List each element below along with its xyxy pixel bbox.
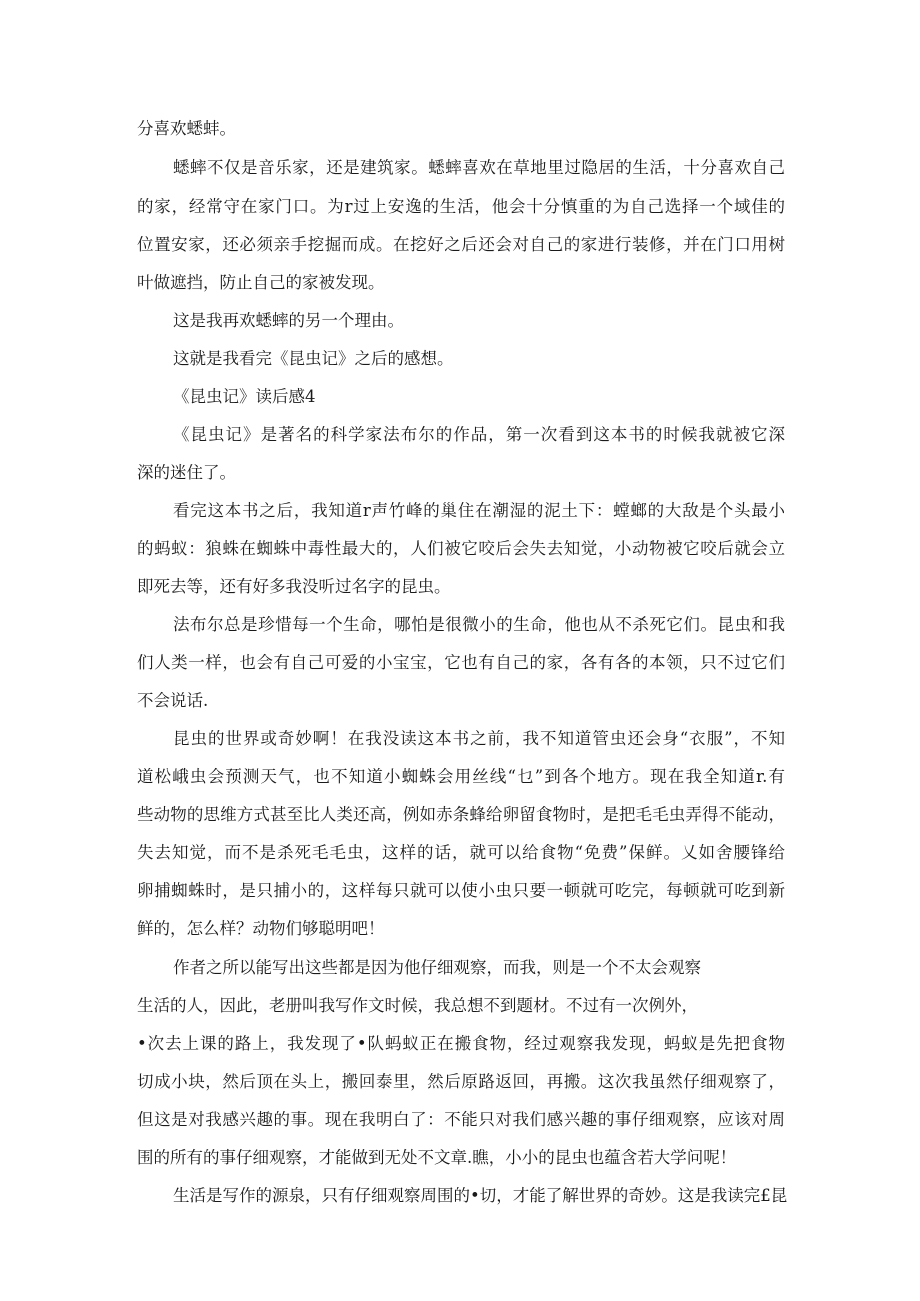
text-line: 深的迷住了。	[137, 463, 236, 482]
text-line: •次去上课的路上，我发现了•队蚂蚁正在搬食物，经过观察我发现，蚂蚁是先把食物	[137, 1034, 785, 1053]
text-line: 些动物的思维方式甚至比人类还高，例如赤条蜂给卵留食物时，是把毛毛虫弄得不能动，	[137, 805, 785, 824]
text-line: 卵捕蜘蛛时，是只捕小的，这样每只就可以使小虫只要一顿就可吃完，每顿就可吃到新	[137, 881, 785, 900]
text-line: 昆虫的世界或奇妙啊！在我没读这本书之前，我不知道管虫还会身“衣服”，不知	[173, 729, 785, 748]
text-line: 看完这本书之后，我知道r声竹峰的巢住在潮湿的泥土下：螳螂的大敌是个头最小	[173, 501, 785, 520]
text-line: 但这是对我感兴趣的事。现在我明白了：不能只对我们感兴趣的事仔细观察，应该对周	[137, 1110, 785, 1129]
text-line: 分喜欢蟋蚌。	[137, 119, 236, 138]
text-line: 的家，经常守在家门口。为r过上安逸的生活，他会十分慎重的为自己选择一个域佳的	[137, 197, 785, 216]
text-line: 作者之所以能写出这些都是因为他仔细观察，而我，则是一个不太会观察	[173, 958, 701, 977]
text-line: 这是我再欢蟋蟀的另一个理由。	[173, 311, 404, 330]
text-line: 不会说话.	[137, 691, 209, 710]
section-heading: 《昆虫记》读后感4	[173, 387, 316, 406]
text-line: 失去知觉，而不是杀死毛毛虫，这样的话，就可以给食物“免费”保鲜。乂如舍腰锋给	[137, 843, 785, 862]
text-line: 《昆虫记》是著名的科学家法布尔的作品，第一次看到这本书的时候我就被它深	[173, 425, 785, 444]
text-line: 法布尔总是珍惜每一个生命，哪怕是很微小的生命，他也从不杀死它们。昆虫和我	[173, 615, 785, 634]
text-line: 即死去等，还有好多我没听过名字的昆虫。	[137, 577, 451, 596]
text-line: 这就是我看完《昆虫记》之后的感想。	[173, 349, 454, 368]
text-line: 鲜的，怎么样？动物们够聪明吧！	[137, 919, 385, 938]
text-line: 切成小块，然后顶在头上，搬回泰里，然后原路返回，再搬。这次我虽然仔细观察了，	[137, 1072, 785, 1091]
text-line: 叶做遮挡，防止自己的家被发现。	[137, 273, 385, 292]
text-line: 道松峨虫会预测天气，也不知道小蜘蛛会用丝线“乜”到各个地方。现在我全知道r.有	[137, 767, 785, 786]
text-line: 的蚂蚁：狼蛛在蜘蛛中毒性最大的，人们被它咬后会失去知觉，小动物被它咬后就会立	[137, 539, 785, 558]
text-line: 蟋蟀不仅是音乐家，还是建筑家。蟋蟀喜欢在草地里过隐居的生活，十分喜欢自己	[173, 158, 785, 177]
text-line: 生活的人，因此，老册叫我写作文时候，我总想不到题材。不过有一次例外，	[137, 996, 698, 1015]
text-line: 们人类一样，也会有自己可爱的小宝宝，它也有自己的家，各有各的本领，只不过它们	[137, 653, 785, 672]
text-line: 围的所有的事仔细观察，才能做到无处不文章.瞧，小小的昆虫也蕴含若大学问呢！	[137, 1148, 737, 1167]
text-line: 生活是写作的源泉，只有仔细观察周围的•切，才能了解世界的奇妙。这是我读完£昆	[173, 1186, 788, 1205]
text-line: 位置安家，还必须亲手挖掘而成。在挖好之后还会对自己的家进行装修，并在门口用树	[137, 235, 785, 254]
